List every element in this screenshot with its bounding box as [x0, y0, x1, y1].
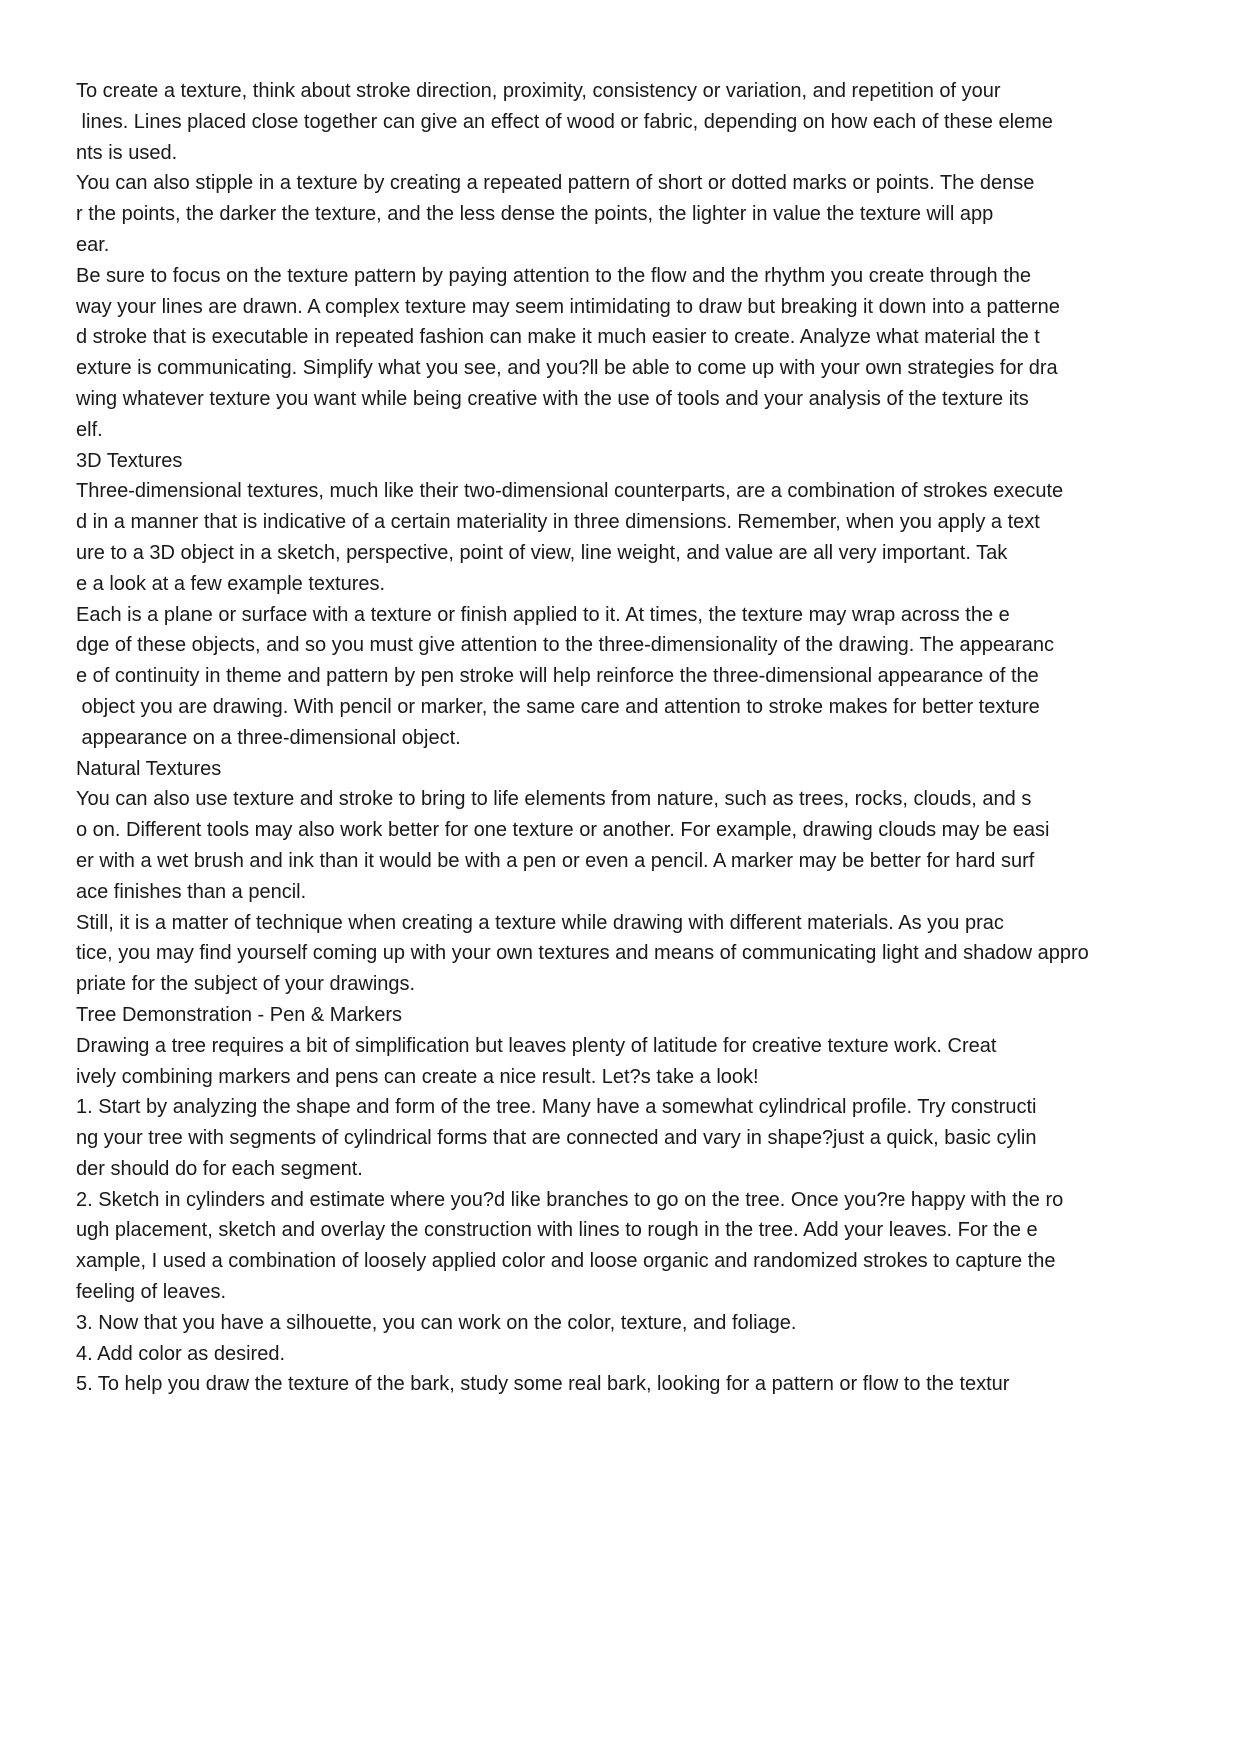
text-line: dge of these objects, and so you must give attention to the three-dimensionality of the drawing. The appearanc	[76, 634, 1055, 657]
text-line: wing whatever texture you want while being creative with the use of tools and your analysis of the texture its	[76, 387, 1029, 410]
text-line: ace finishes than a pencil.	[76, 880, 307, 903]
text-line: way your lines are drawn. A complex texture may seem intimidating to draw but breaking it down into a patterne	[76, 295, 1060, 318]
text-line: object you are drawing. With pencil or marker, the same care and attention to stroke makes for better texture	[76, 695, 1040, 718]
text-line: Drawing a tree requires a bit of simplification but leaves plenty of latitude for creative texture work. Creat	[76, 1034, 997, 1057]
text-line: der should do for each segment.	[76, 1157, 363, 1180]
text-line: elf.	[76, 418, 103, 441]
text-line: er with a wet brush and ink than it would be with a pen or even a pencil. A marker may be better for hard surf	[76, 849, 1035, 872]
text-line: feeling of leaves.	[76, 1281, 227, 1304]
text-line: ugh placement, sketch and overlay the construction with lines to rough in the tree. Add your leaves. For the e	[76, 1219, 1038, 1242]
text-line: ure to a 3D object in a sketch, perspective, point of view, line weight, and value are all very important. Tak	[76, 541, 1008, 564]
list-item: 2. Sketch in cylinders and estimate where you?d like branches to go on the tree. Once you?re happy with the ro	[76, 1188, 1064, 1211]
list-item: 5. To help you draw the texture of the bark, study some real bark, looking for a pattern or flow to the textur	[76, 1373, 1010, 1396]
section-heading: 3D Textures	[76, 449, 183, 472]
text-line: To create a texture, think about stroke direction, proximity, consistency or variation, and repetition of your	[76, 80, 1001, 102]
text-line: tice, you may find yourself coming up with your own textures and means of communicating light and shadow appro	[76, 942, 1089, 965]
text-line: ear.	[76, 233, 110, 256]
list-item: 4. Add color as desired.	[76, 1342, 286, 1365]
text-line: priate for the subject of your drawings.	[76, 973, 416, 996]
list-item: 1. Start by analyzing the shape and form of the tree. Many have a somewhat cylindrical profile. Try constructi	[76, 1096, 1037, 1119]
text-line: Still, it is a matter of technique when creating a texture while drawing with different materials. As you prac	[76, 911, 1004, 934]
document-page	[76, 76, 1176, 1400]
text-line: d in a manner that is indicative of a certain materiality in three dimensions. Remember, when you apply a text	[76, 511, 1040, 534]
text-line: r the points, the darker the texture, and the less dense the points, the lighter in value the texture will app	[76, 203, 994, 226]
text-line: nts is used.	[76, 141, 178, 164]
text-line: lines. Lines placed close together can give an effect of wood or fabric, depending on how each of these eleme	[76, 110, 1053, 133]
text-line: ng your tree with segments of cylindrical forms that are connected and vary in shape?just a quick, basic cylin	[76, 1127, 1037, 1150]
text-line: appearance on a three-dimensional object.	[76, 726, 461, 749]
text-line: Be sure to focus on the texture pattern by paying attention to the flow and the rhythm you create through the	[76, 264, 1032, 287]
text-line: e of continuity in theme and pattern by pen stroke will help reinforce the three-dimensional appearance of the	[76, 665, 1039, 688]
text-line: You can also stipple in a texture by creating a repeated pattern of short or dotted marks or points. The dense	[76, 172, 1035, 195]
text-line: ively combining markers and pens can create a nice result. Let?s take a look!	[76, 1065, 759, 1088]
text-line: d stroke that is executable in repeated fashion can make it much easier to create. Analyze what material the t	[76, 326, 1040, 349]
text-line: Three-dimensional textures, much like their two-dimensional counterparts, are a combination of strokes execute	[76, 480, 1064, 503]
text-line: You can also use texture and stroke to bring to life elements from nature, such as trees, rocks, clouds, and s	[76, 788, 1032, 811]
list-item: 3. Now that you have a silhouette, you can work on the color, texture, and foliage.	[76, 1311, 797, 1334]
text-line: o on. Different tools may also work better for one texture or another. For example, drawing clouds may be easi	[76, 819, 1050, 842]
text-line: e a look at a few example textures.	[76, 572, 386, 595]
section-heading: Tree Demonstration - Pen & Markers	[76, 1003, 403, 1026]
text-line: Each is a plane or surface with a texture or finish applied to it. At times, the texture may wrap across the e	[76, 603, 1010, 626]
text-line: exture is communicating. Simplify what you see, and you?ll be able to come up with your own strategies for dra	[76, 357, 1058, 380]
section-heading: Natural Textures	[76, 757, 222, 780]
text-line: xample, I used a combination of loosely applied color and loose organic and randomized strokes to capture the	[76, 1250, 1056, 1273]
